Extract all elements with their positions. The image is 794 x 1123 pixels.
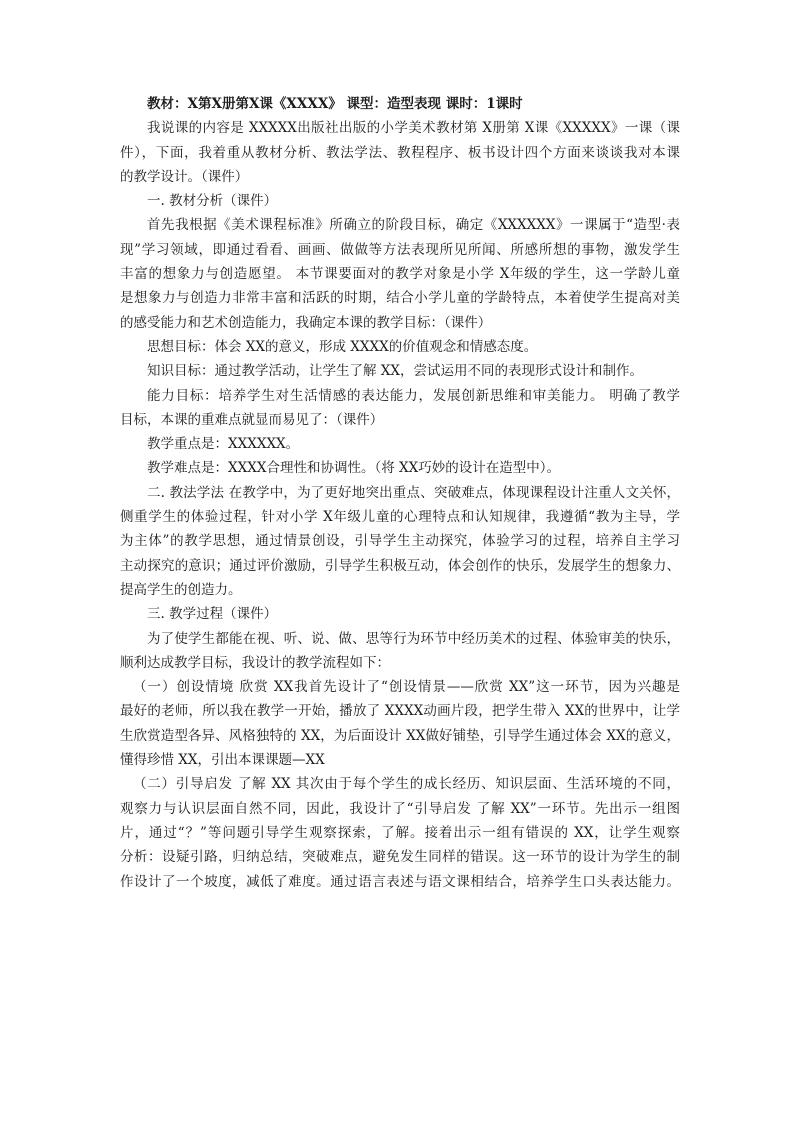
body-text-line: 件），下面，我着重从教材分析、教法学法、教程程序、板书设计四个方面来谈谈我对本课 <box>120 144 680 161</box>
body-text-line: 我说课的内容是 XXXXX出版社出版的小学美术教材第 X册第 X课《XXXXX》一课（课 <box>147 120 680 137</box>
body-text-line: 侧重学生的体验过程，针对小学 X年级儿童的心理特点和认知规律，我遵循“教为主导，学 <box>120 509 680 526</box>
body-text-line: 为了使学生都能在视、听、说、做、思等行为环节中经历美术的过程、体验审美的快乐， <box>147 630 680 647</box>
body-text-line: 顺利达成教学目标，我设计的教学流程如下： <box>120 654 390 671</box>
body-text-line: 知识目标：通过教学活动，让学生了解 XX，尝试运用不同的表现形式设计和制作。 <box>147 363 644 380</box>
body-text-line: 的教学设计。（课件） <box>120 168 249 185</box>
body-text-line: 主动探究的意识；通过评价激励，引导学生积极互动，体会创作的快乐，发展学生的想象力、 <box>120 557 680 574</box>
body-text-line: 目标，本课的重难点就显而易见了：（课件） <box>120 411 384 428</box>
body-text-line: 观察力与认识层面自然不同，因此，我设计了“引导启发 了解 XX”一环节。先出示一组图 <box>120 800 680 817</box>
body-text-line: 能力目标：培养学生对生活情感的表达能力，发展创新思维和审美能力。 明确了教学 <box>147 387 680 404</box>
body-text-line: 为主体”的教学思想，通过情景创设，引导学生主动探究，体验学习的过程，培养自主学习 <box>120 533 680 550</box>
body-text-line: 最好的老师，所以我在教学一开始，播放了 XXXX动画片段，把学生带入 XX的世界中，让学 <box>120 703 680 720</box>
body-text-line: 教学难点是：XXXX合理性和协调性。（将 XX巧妙的设计在造型中）。 <box>147 460 560 477</box>
body-text-line: 首先我根据《美术课程标准》所确立的阶段目标，确定《XXXXXX》一课属于“造型·表 <box>147 217 680 234</box>
document-body <box>120 116 680 894</box>
body-text-line: （二）引导启发 了解 XX 其次由于每个学生的成长经历、知识层面、生活环境的不同， <box>133 776 680 793</box>
body-text-line: 片，通过“？”等问题引导学生观察探索，了解。接着出示一组有错误的 XX，让学生观察 <box>120 824 680 841</box>
body-text-line: 生欣赏造型各异、风格独特的 XX，为后面设计 XX做好铺垫，引导学生通过体会 XX的意义， <box>120 727 680 744</box>
document-title: 教材：X第X册第X课《XXXX》 课型：造型表现 课时：1课时 <box>147 96 523 112</box>
body-text-line: 二. 教法学法 在教学中，为了更好地突出重点、突破难点，体现课程设计注重人文关怀， <box>147 484 680 501</box>
body-text-line: 的感受能力和艺术创造能力，我确定本课的教学目标：（课件） <box>120 314 492 331</box>
body-text-line: 是想象力与创造力非常丰富和活跃的时期，结合小学儿童的学龄特点，本着使学生提高对美 <box>120 290 680 307</box>
body-text-line: 分析：设疑引路，归纳总结，突破难点，避免发生同样的错误。这一环节的设计为学生的制 <box>120 849 680 866</box>
body-text-line: 提高学生的创造力。 <box>120 581 242 598</box>
body-text-line: 三. 教学过程（课件） <box>147 606 278 623</box>
body-text-line: 一. 教材分析（课件） <box>147 193 278 210</box>
document-page <box>120 92 680 894</box>
body-text-line: 作设计了一个坡度，减低了难度。通过语言表述与语文课相结合，培养学生口头表达能力。 <box>120 873 680 890</box>
body-text-line: （一）创设情境 欣赏 XX我首先设计了“创设情景——欣赏 XX”这一环节，因为兴趣是 <box>133 679 680 696</box>
body-text-line: 懂得珍惜 XX，引出本课课题—XX <box>120 752 325 769</box>
body-text-line: 丰富的想象力与创造愿望。 本节课要面对的教学对象是小学 X年级的学生，这一学龄儿童 <box>120 266 680 283</box>
body-text-line: 教学重点是：XXXXXX。 <box>147 436 300 453</box>
body-text-line: 思想目标：体会 XX的意义，形成 XXXX的价值观念和情感态度。 <box>147 338 538 355</box>
body-text-line: 现”学习领域，即通过看看、画画、做做等方法表现所见所闻、所感所想的事物，激发学生 <box>120 241 680 258</box>
